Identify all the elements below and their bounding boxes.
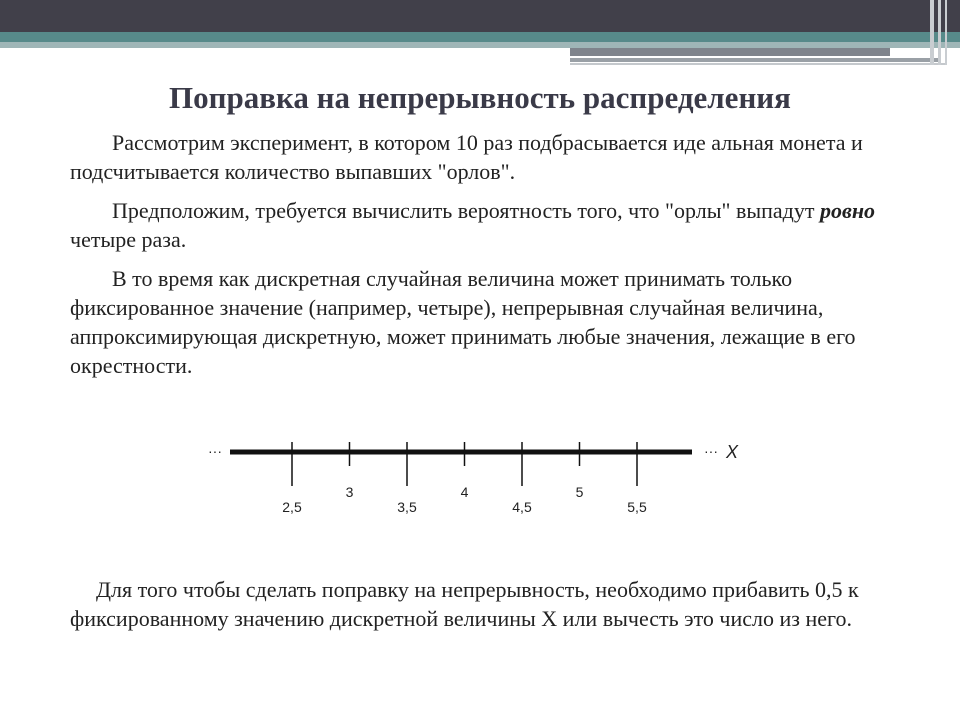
tick-label: 5,5 <box>627 499 647 515</box>
number-line-diagram <box>200 430 760 530</box>
tick-label: 3 <box>345 484 354 500</box>
paragraph-discrete-vs-continuous: В то время как дискретная случайная величина может принимать только фиксированное значение (например, четыре), непрерывная случайная величина, аппроксимирующая дискретную, может принимать любые значения, лежащие в его окрестности. <box>70 266 856 378</box>
axis-label-x: X <box>726 442 739 462</box>
header-accent-bar <box>570 48 890 56</box>
paragraph-assumption-end: четыре раза. <box>70 227 187 252</box>
header-accent-bar-3 <box>570 63 945 65</box>
emphasis-exactly: ровно <box>820 198 876 223</box>
tick-label: 5 <box>575 484 584 500</box>
paragraph-assumption-text: Предположим, требуется вычислить вероятность того, что "орлы" выпадут <box>112 198 820 223</box>
header-vertical-line <box>945 0 947 65</box>
tick-label: 4 <box>460 484 469 500</box>
tick-label: 4,5 <box>512 499 532 515</box>
paragraph-assumption <box>70 196 910 254</box>
header-vertical-line <box>938 0 941 65</box>
header-accent-bar-2 <box>570 58 940 62</box>
left-ellipsis: ··· <box>208 443 222 459</box>
right-ellipsis: ··· <box>704 443 718 459</box>
header-bar-teal <box>0 32 960 42</box>
tick-label: 2,5 <box>282 499 302 515</box>
paragraph-experiment: Рассмотрим эксперимент, в котором 10 раз подбрасывается иде альная монета и подсчитывается количество выпавших "орлов". <box>70 130 863 184</box>
header-vertical-line <box>930 0 934 65</box>
header-bar-dark <box>0 0 960 32</box>
tick-label: 3,5 <box>397 499 417 515</box>
slide-title: Поправка на непрерывность распределения <box>169 80 791 115</box>
paragraph-correction-rule: Для того чтобы сделать поправку на непрерывность, необходимо прибавить 0,5 к фиксированному значению дискретной величины X или вычесть это число из него. <box>70 577 859 631</box>
